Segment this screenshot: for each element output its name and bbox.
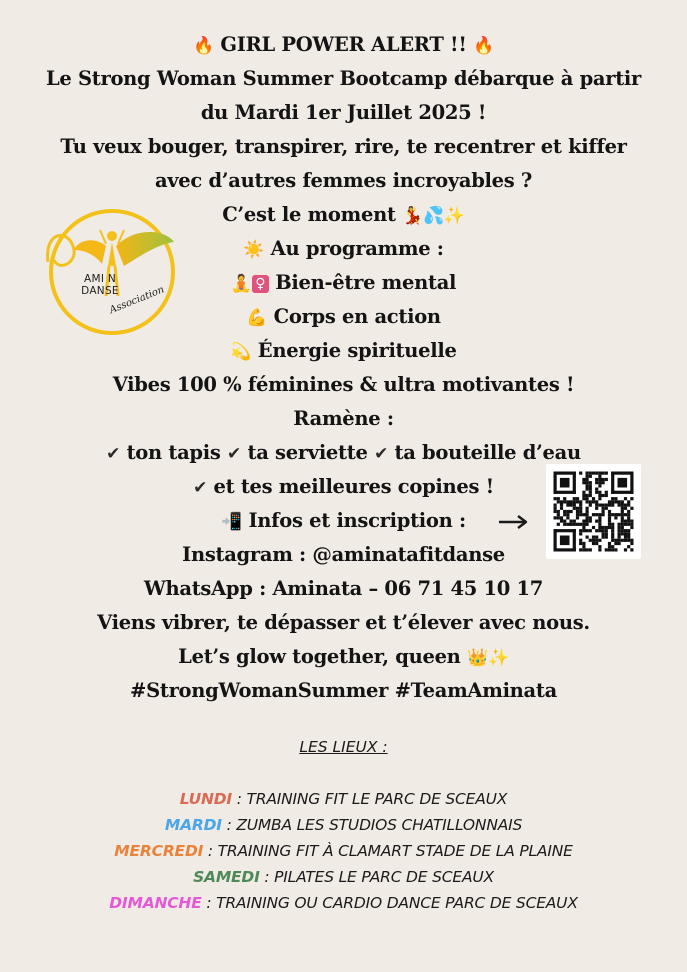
dizzy-star-icon: 💫 — [230, 342, 252, 362]
qr-code[interactable] — [546, 464, 641, 559]
fire-icon: 🔥 — [473, 36, 494, 56]
vibes-line: Vibes 100 % féminines & ultra motivantes ! — [112, 373, 575, 396]
logo-wordmark: AMI N DANSE — [81, 273, 119, 297]
schedule-list — [0, 786, 687, 916]
headline-line3: du Mardi 1er Juillet 2025 ! — [200, 101, 487, 124]
main-text — [30, 28, 657, 708]
flexed-biceps-icon: 💪 — [246, 308, 268, 328]
check-icon: ✔ — [374, 444, 389, 464]
whatsapp-contact: WhatsApp : Aminata – 06 71 45 10 17 — [143, 577, 544, 600]
check-icon: ✔ — [193, 478, 208, 498]
bring-line: ✔ ton tapis ✔ ta serviette ✔ ta bouteille d’eau — [106, 441, 581, 464]
bring-line: ✔ et tes meilleures copines ! — [193, 475, 494, 498]
check-icon: ✔ — [227, 444, 241, 464]
sun-icon: ☀️ — [243, 240, 265, 260]
schedule-day: MERCREDI — [114, 842, 204, 860]
mobile-phone-arrow-icon: 📲 — [221, 512, 242, 532]
schedule-text: : TRAINING FIT LE PARC DE SCEAUX — [232, 790, 508, 808]
ami-n-danse-logo — [40, 200, 180, 340]
schedule-row — [0, 838, 687, 864]
schedule-text: : ZUMBA LES STUDIOS CHATILLONNAIS — [221, 816, 523, 834]
female-sign-icon: ♀ — [252, 275, 269, 293]
bring-title: Ramène : — [293, 407, 394, 430]
headline-line4: Tu veux bouger, transpirer, rire, te recentrer et kiffer — [60, 135, 627, 158]
schedule-text: : TRAINING OU CARDIO DANCE PARC DE SCEAUX — [201, 894, 578, 912]
dancer-icon: 💃 — [402, 206, 424, 226]
schedule-row — [0, 786, 687, 812]
instagram-handle: Instagram : @aminatafitdanse — [182, 543, 505, 566]
contact-title: 📲 Infos et inscription : — [221, 509, 466, 532]
logo-subtitle: Association — [108, 284, 166, 317]
schedule-text: : TRAINING FIT À CLAMART STADE DE LA PLAINE — [203, 842, 573, 860]
qr-code-icon — [546, 464, 641, 559]
programme-item: 🧘 ♀ Bien-être mental — [230, 271, 457, 294]
fire-icon: 🔥 — [193, 36, 214, 56]
sparkles-icon: ✨ — [443, 206, 465, 226]
sparkles-icon: ✨ — [487, 648, 509, 668]
headline-title: 🔥 GIRL POWER ALERT !! 🔥 — [193, 33, 494, 56]
schedule-row — [0, 864, 687, 890]
sweat-drops-icon: 💦 — [423, 206, 444, 226]
meditation-icon: 🧘 — [230, 274, 252, 294]
headline-line5: avec d’autres femmes incroyables ? — [154, 169, 533, 192]
schedule-day: MARDI — [164, 816, 222, 834]
check-icon: ✔ — [106, 444, 121, 464]
programme-item: 💫 Énergie spirituelle — [230, 339, 457, 362]
lieux-title: LES LIEUX : — [299, 738, 388, 756]
arrow-right-icon — [496, 510, 532, 534]
programme-item: 💪 Corps en action — [246, 305, 441, 328]
lieux-section — [0, 734, 687, 916]
hashtags: #StrongWomanSummer #TeamAminata — [130, 679, 557, 702]
crown-icon: 👑 — [467, 648, 488, 668]
schedule-day: DIMANCHE — [109, 894, 202, 912]
tagline: Viens vibrer, te dépasser et t’élever avec nous. — [97, 611, 590, 634]
moment-line: C’est le moment 💃💦✨ — [222, 203, 465, 226]
tagline-glow: Let’s glow together, queen 👑✨ — [178, 645, 509, 668]
schedule-text: : PILATES LE PARC DE SCEAUX — [259, 868, 494, 886]
schedule-row — [0, 890, 687, 916]
schedule-day: LUNDI — [179, 790, 233, 808]
headline-line2: Le Strong Woman Summer Bootcamp débarque à partir — [45, 67, 642, 90]
schedule-day: SAMEDI — [193, 868, 260, 886]
schedule-row — [0, 812, 687, 838]
programme-title: ☀️ Au programme : — [243, 237, 444, 260]
